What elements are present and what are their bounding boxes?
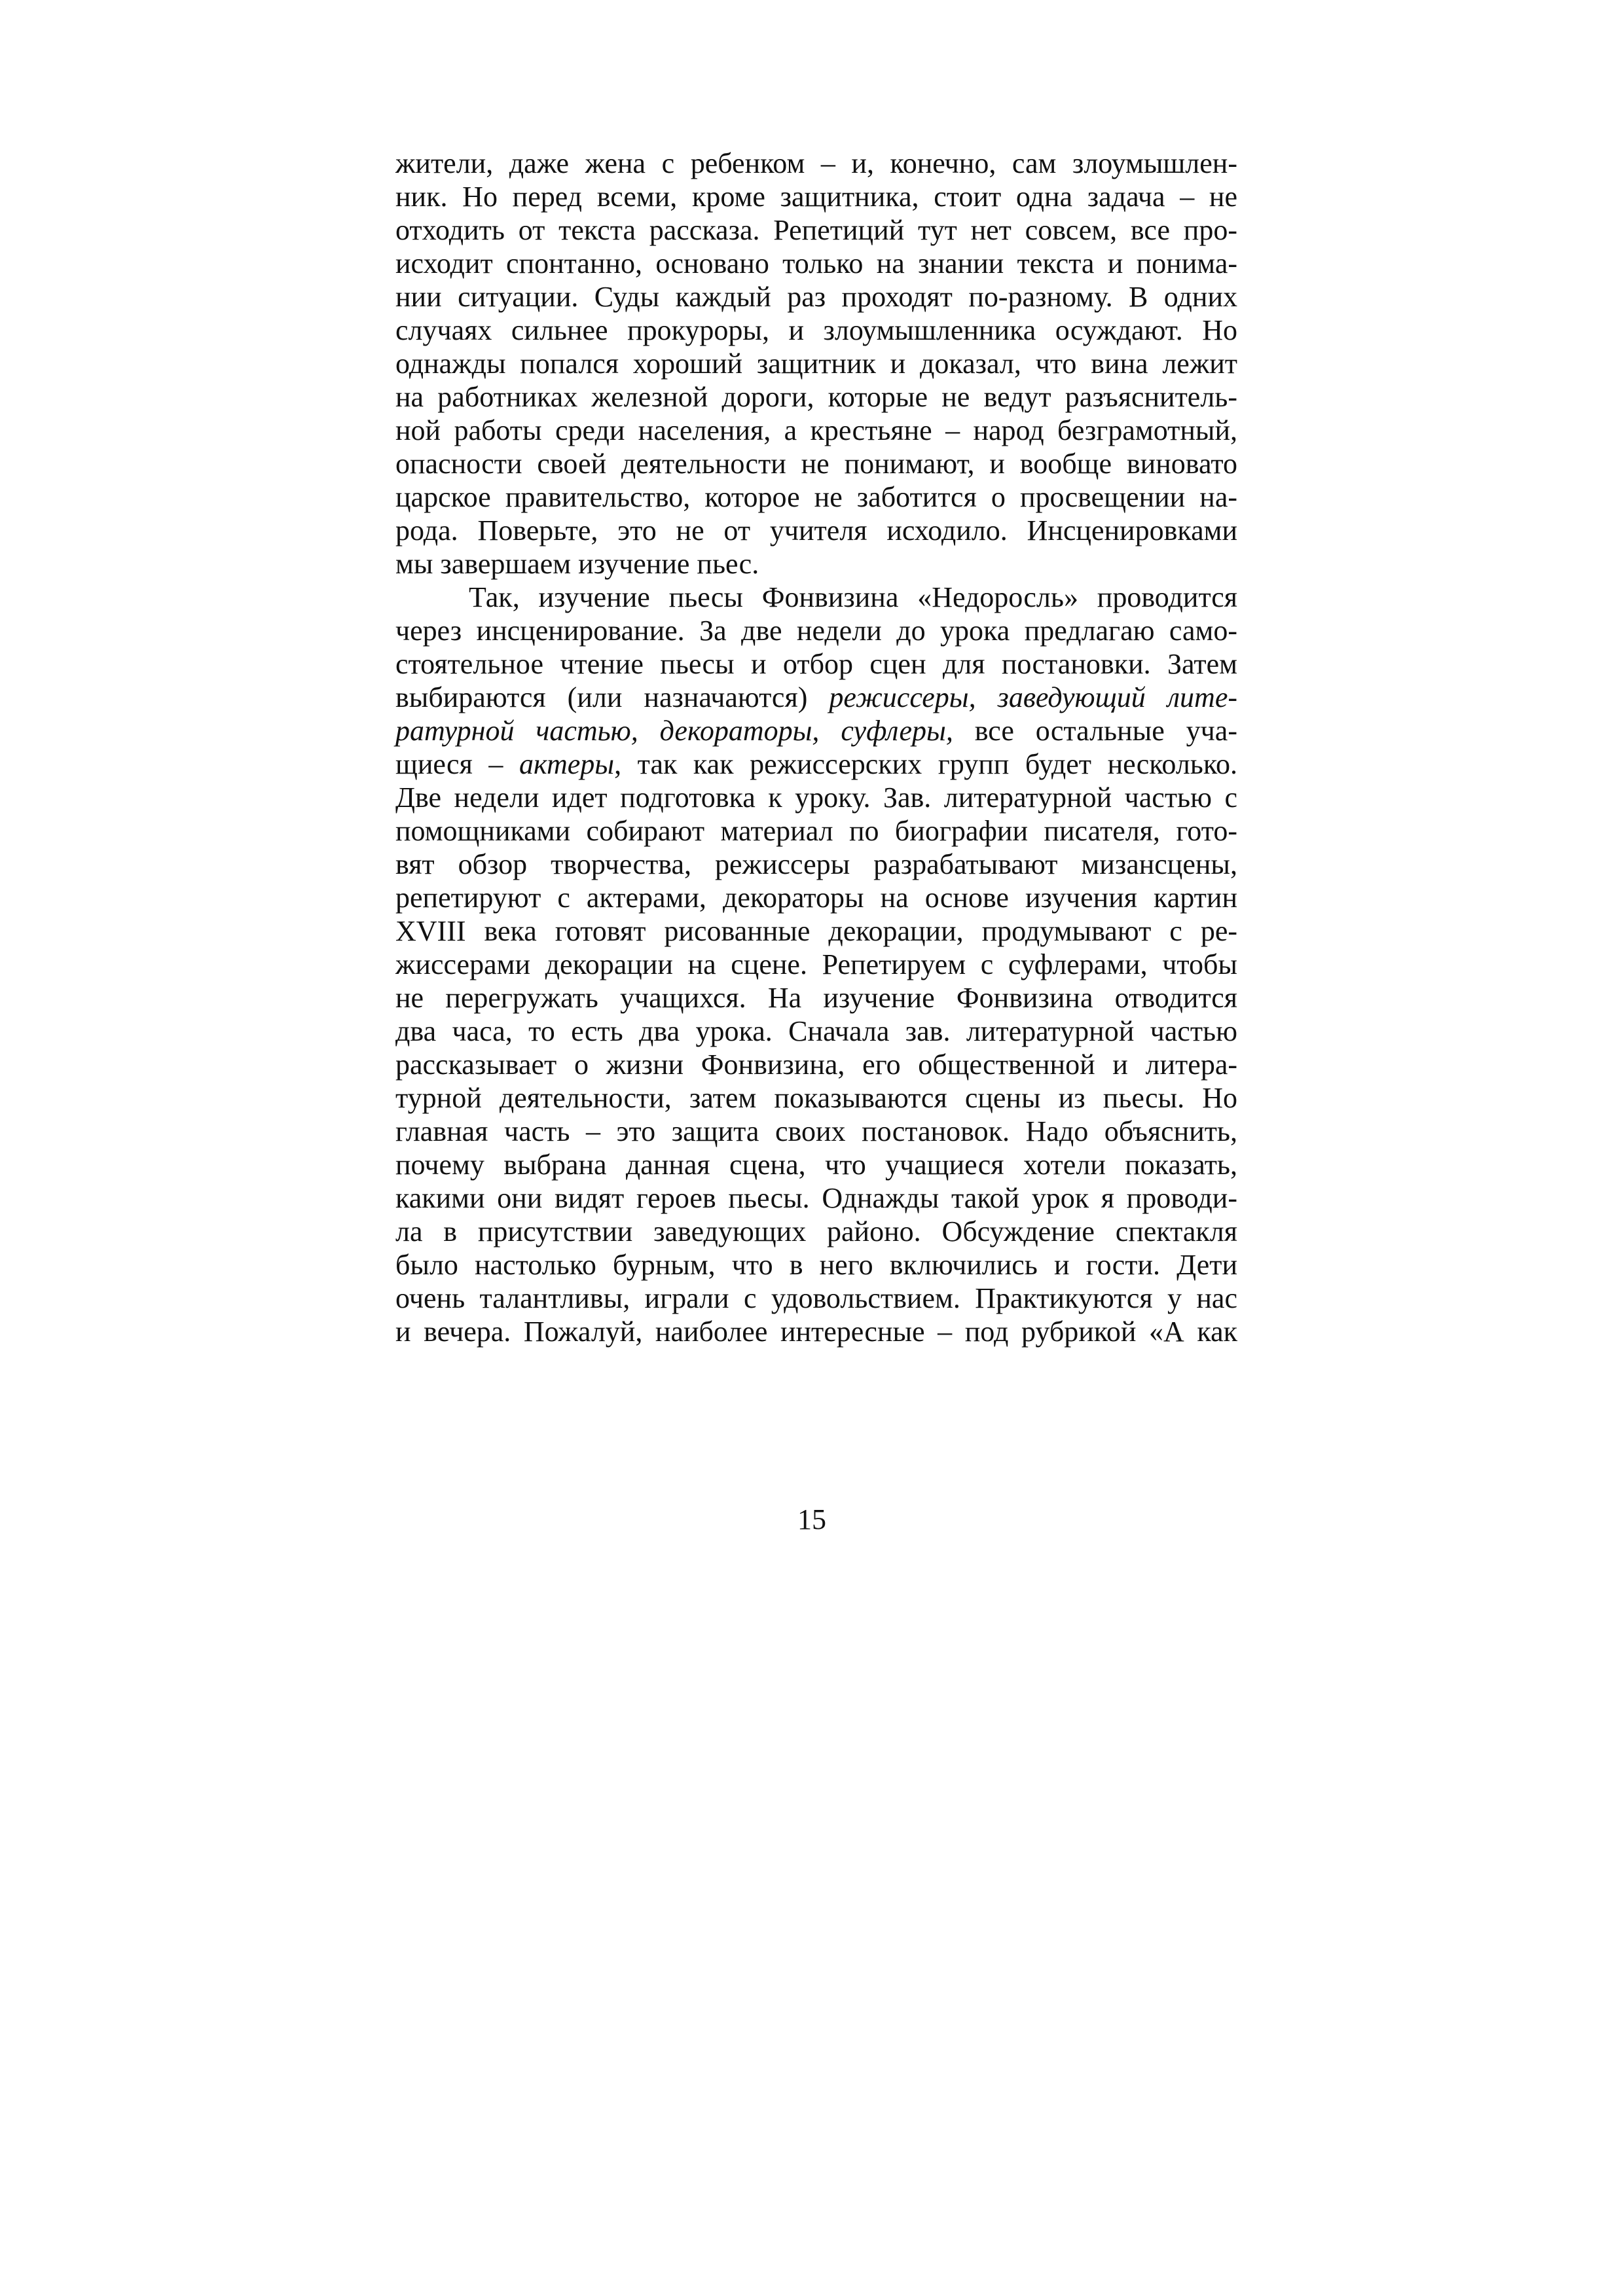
text-line [395,681,1237,714]
text-line: очень талантливы, играли с удовольствием. Практикуются у нас [395,1282,1237,1314]
text-run: , так как режиссерских групп будет несколько. [614,748,1237,780]
text-line: XVIII века готовят рисованные декорации, продумывают с ре- [395,915,1237,947]
text-line: было настолько бурным, что в него включились и гости. Дети [395,1249,1237,1281]
text-line: стоятельное чтение пьесы и отбор сцен для постановки. Затем [395,648,1237,680]
text-line: случаях сильнее прокуроры, и злоумышленника осуждают. Но [395,314,1237,346]
paragraph-2 [395,581,1237,1348]
body-text [395,147,1237,1348]
text-line: отходить от текста рассказа. Репетиций тут нет совсем, все про- [395,214,1237,246]
text-line: однажды попался хороший защитник и доказал, что вина лежит [395,348,1237,380]
text-line: исходит спонтанно, основано только на знании текста и понима- [395,247,1237,279]
text-line: главная часть – это защита своих постановок. Надо объяснить, [395,1115,1237,1147]
text-run: щиеся – [395,748,519,780]
text-line: мы завершаем изучение пьес. [395,548,759,580]
text-line: турной деятельности, затем показываются сцены из пьесы. Но [395,1082,1237,1114]
text-line: ной работы среди населения, а крестьяне – народ безграмотный, [395,414,1237,446]
text-line: помощниками собирают материал по биографии писателя, гото- [395,815,1237,847]
text-line: репетируют с актерами, декораторы на основе изучения картин [395,882,1237,914]
text-line: и вечера. Пожалуй, наиболее интересные – под рубрикой «А как [395,1316,1237,1348]
text-line: Так, изучение пьесы Фонвизина «Недоросль» проводится [469,581,1237,613]
text-line: царское правительство, которое не заботится о просвещении на- [395,481,1237,513]
text-line: не перегружать учащихся. На изучение Фонвизина отводится [395,982,1237,1014]
text-line: два часа, то есть два урока. Сначала зав. литературной частью [395,1015,1237,1047]
text-line: жиссерами декорации на сцене. Репетируем с суфлерами, чтобы [395,948,1237,980]
text-line: какими они видят героев пьесы. Однажды такой урок я проводи- [395,1182,1237,1214]
text-line [395,747,1237,781]
text-line [395,714,1237,747]
text-line: рассказывает о жизни Фонвизина, его общественной и литера- [395,1049,1237,1081]
text-line: жители, даже жена с ребенком – и, конечно, сам злоумышлен- [395,147,1237,179]
text-line: через инсценирование. За две недели до урока предлагаю само- [395,615,1237,647]
italic-text-run: ратурной частью, декораторы, суфлеры, [395,715,953,747]
text-line: Две недели идет подготовка к уроку. Зав. литературной частью с [395,781,1237,814]
paragraph-1 [395,147,1237,581]
text-run: выбираются (или назначаются) [395,681,830,713]
text-line: опасности своей деятельности не понимают, и вообще виновато [395,448,1237,480]
text-run: все остальные уча- [953,715,1237,747]
text-line: вят обзор творчества, режиссеры разрабатывают мизансцены, [395,848,1237,880]
text-line: рода. Поверьте, это не от учителя исходило. Инсценировками [395,514,1237,547]
italic-text-run: актеры [519,748,615,780]
italic-text-run: режиссеры, заведующий лите- [829,681,1237,713]
page-number: 15 [797,1503,826,1535]
text-line: нии ситуации. Суды каждый раз проходят по-разному. В одних [395,281,1237,313]
text-line: почему выбрана данная сцена, что учащиеся хотели показать, [395,1149,1237,1181]
text-line: ла в присутствии заведующих районо. Обсуждение спектакля [395,1215,1237,1247]
text-line: ник. Но перед всеми, кроме защитника, стоит одна задача – не [395,181,1237,213]
text-line: на работниках железной дороги, которые не ведут разъяснитель- [395,381,1237,413]
